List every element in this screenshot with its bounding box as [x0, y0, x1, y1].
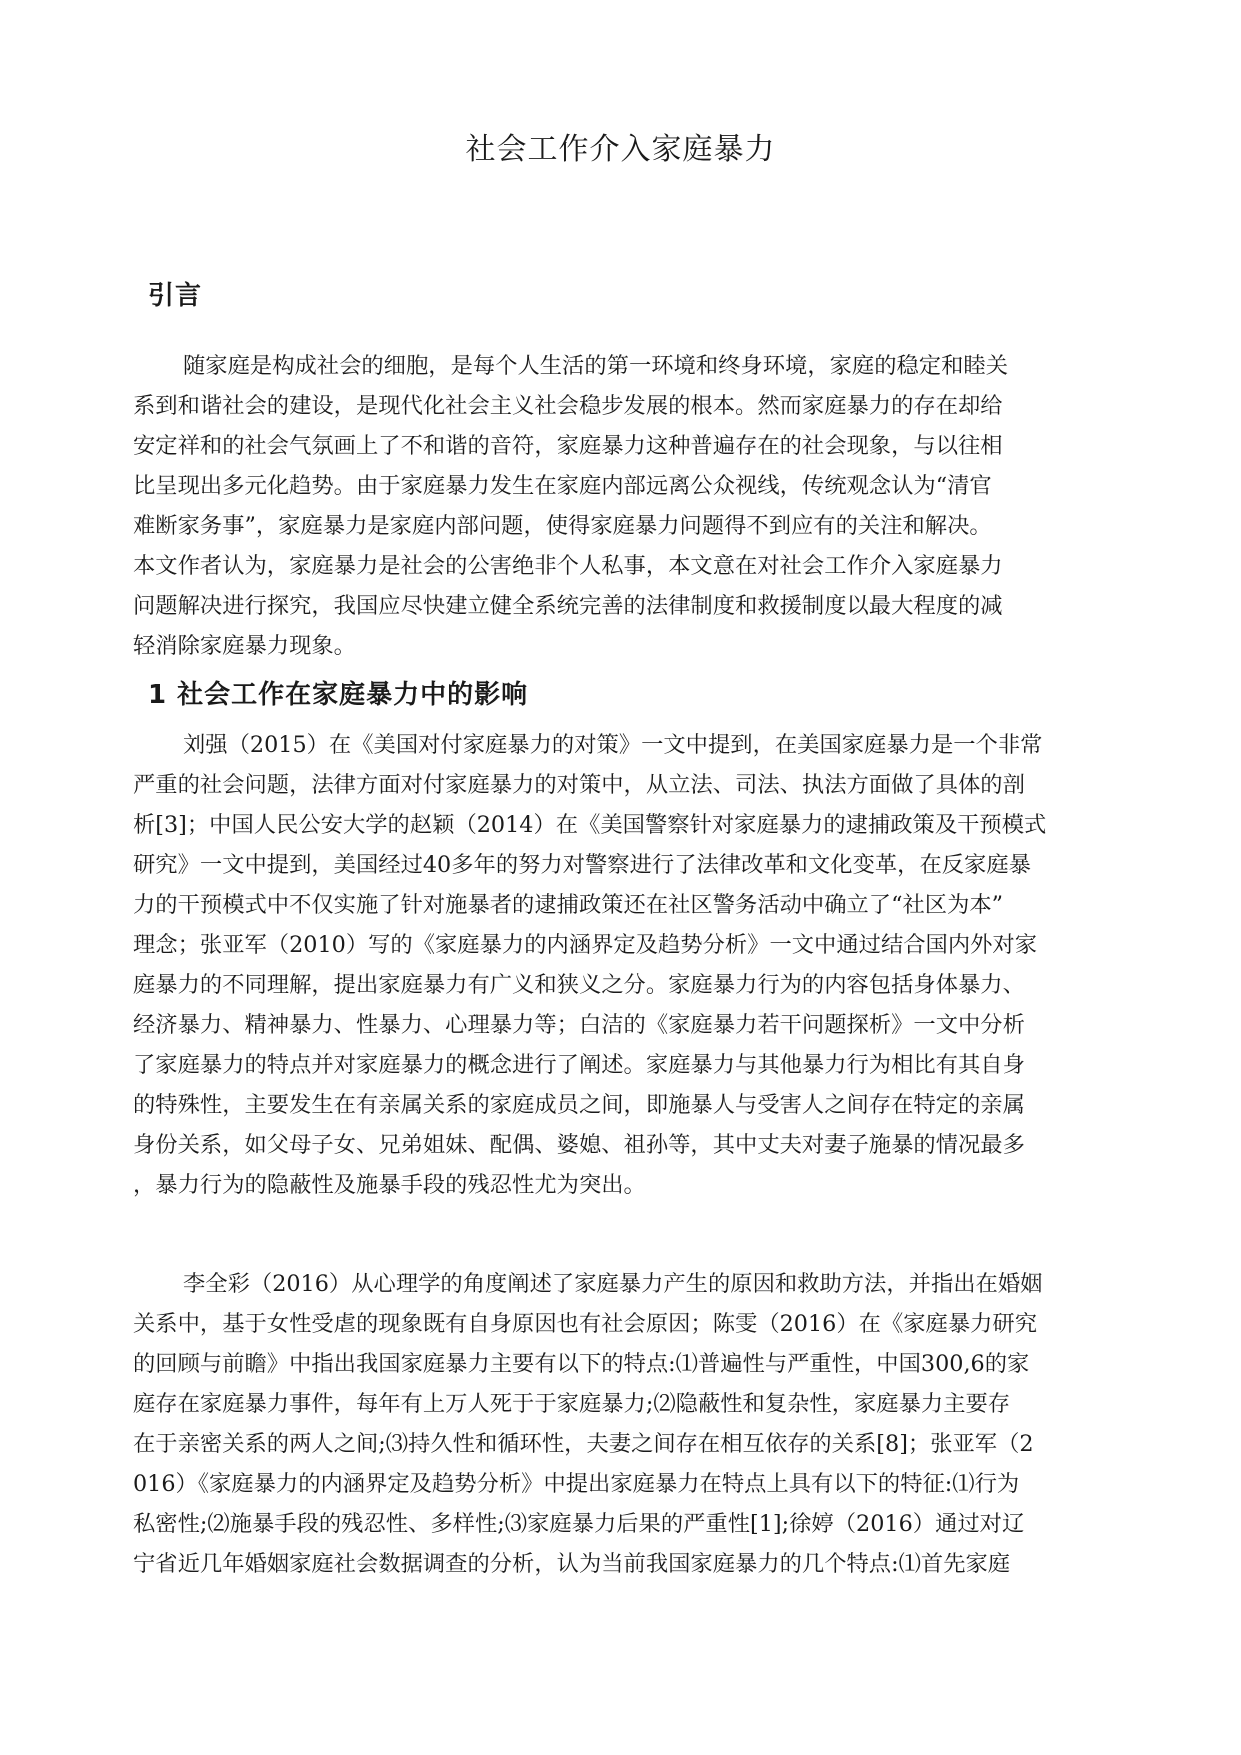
- text-line: 刘强（2015）在《美国对付家庭暴力的对策》一文中提到，在美国家庭暴力是一个非常: [183, 732, 1043, 758]
- text-line: 宁省近几年婚姻家庭社会数据调查的分析，认为当前我国家庭暴力的几个特点:⑴首先家庭: [133, 1551, 1011, 1577]
- text-line: 庭暴力的不同理解，提出家庭暴力有广义和狭义之分。家庭暴力行为的内容包括身体暴力、: [133, 972, 1025, 998]
- text-line: 本文作者认为，家庭暴力是社会的公害绝非个人私事，本文意在对社会工作介入家庭暴力: [133, 553, 1003, 579]
- text-line: 系到和谐社会的建设，是现代化社会主义社会稳步发展的根本。然而家庭暴力的存在却给: [133, 393, 1003, 419]
- text-line: 安定祥和的社会气氛画上了不和谐的音符，家庭暴力这种普遍存在的社会现象，与以往相: [133, 433, 1003, 459]
- text-line: 随家庭是构成社会的细胞，是每个人生活的第一环境和终身环境，家庭的稳定和睦关: [183, 353, 1008, 379]
- text-line: 庭存在家庭暴力事件，每年有上万人死于于家庭暴力;⑵隐蔽性和复杂性，家庭暴力主要存: [133, 1391, 1011, 1417]
- text-line: 了家庭暴力的特点并对家庭暴力的概念进行了阐述。家庭暴力与其他暴力行为相比有其自身: [133, 1052, 1025, 1078]
- section-1-continued-paragraph: [133, 1264, 1108, 1584]
- document-title: 社会工作介入家庭暴力: [465, 132, 776, 167]
- text-line: 016）《家庭暴力的内涵界定及趋势分析》中提出家庭暴力在特点上具有以下的特征:⑴行为: [133, 1471, 1020, 1497]
- text-line: 关系中，基于女性受虐的现象既有自身原因也有社会原因；陈雯（2016）在《家庭暴力研究: [133, 1311, 1038, 1337]
- intro-heading: 引言: [148, 281, 203, 311]
- text-line: 析[3]；中国人民公安大学的赵颖（2014）在《美国警察针对家庭暴力的逮捕政策及干预模式: [133, 812, 1047, 838]
- text-line: ，暴力行为的隐蔽性及施暴手段的残忍性尤为突出。: [133, 1172, 646, 1198]
- text-line: 身份关系，如父母子女、兄弟姐妹、配偶、婆媳、祖孙等，其中丈夫对妻子施暴的情况最多: [133, 1132, 1025, 1158]
- section-1-heading: 1 社会工作在家庭暴力中的影响: [148, 680, 529, 710]
- text-line: 研究》一文中提到，美国经过40多年的努力对警察进行了法律改革和文化变革，在反家庭暴: [133, 852, 1031, 878]
- text-line: 理念；张亚军（2010）写的《家庭暴力的内涵界定及趋势分析》一文中通过结合国内外对家: [133, 932, 1038, 958]
- text-line: 私密性;⑵施暴手段的残忍性、多样性;⑶家庭暴力后果的严重性[1];徐婷（2016）通过对辽: [133, 1511, 1025, 1537]
- text-line: 的特殊性，主要发生在有亲属关系的家庭成员之间，即施暴人与受害人之间存在特定的亲属: [133, 1092, 1025, 1118]
- text-line: 严重的社会问题，法律方面对付家庭暴力的对策中，从立法、司法、执法方面做了具体的剖: [133, 772, 1025, 798]
- text-line: 李全彩（2016）从心理学的角度阐述了家庭暴力产生的原因和救助方法，并指出在婚姻: [183, 1271, 1043, 1297]
- text-line: 经济暴力、精神暴力、性暴力、心理暴力等；白洁的《家庭暴力若干问题探析》一文中分析: [133, 1012, 1025, 1038]
- text-line: 的回顾与前瞻》中指出我国家庭暴力主要有以下的特点:⑴普遍性与严重性，中国300,6的家: [133, 1351, 1030, 1377]
- text-line: 轻消除家庭暴力现象。: [133, 633, 356, 659]
- text-line: 在于亲密关系的两人之间;⑶持久性和循环性，夫妻之间存在相互依存的关系[8]；张亚军（2: [133, 1431, 1034, 1457]
- text-line: 比呈现出多元化趋势。由于家庭暴力发生在家庭内部远离公众视线，传统观念认为“清官: [133, 473, 992, 499]
- text-line: 难断家务事”，家庭暴力是家庭内部问题，使得家庭暴力问题得不到应有的关注和解决。: [133, 513, 992, 539]
- text-line: 问题解决进行探究，我国应尽快建立健全系统完善的法律制度和救援制度以最大程度的减: [133, 593, 1003, 619]
- text-line: 力的干预模式中不仅实施了针对施暴者的逮捕政策还在社区警务活动中确立了“社区为本”: [133, 892, 1004, 918]
- section-1-paragraph: [133, 725, 1108, 1205]
- intro-paragraph: [133, 346, 1108, 666]
